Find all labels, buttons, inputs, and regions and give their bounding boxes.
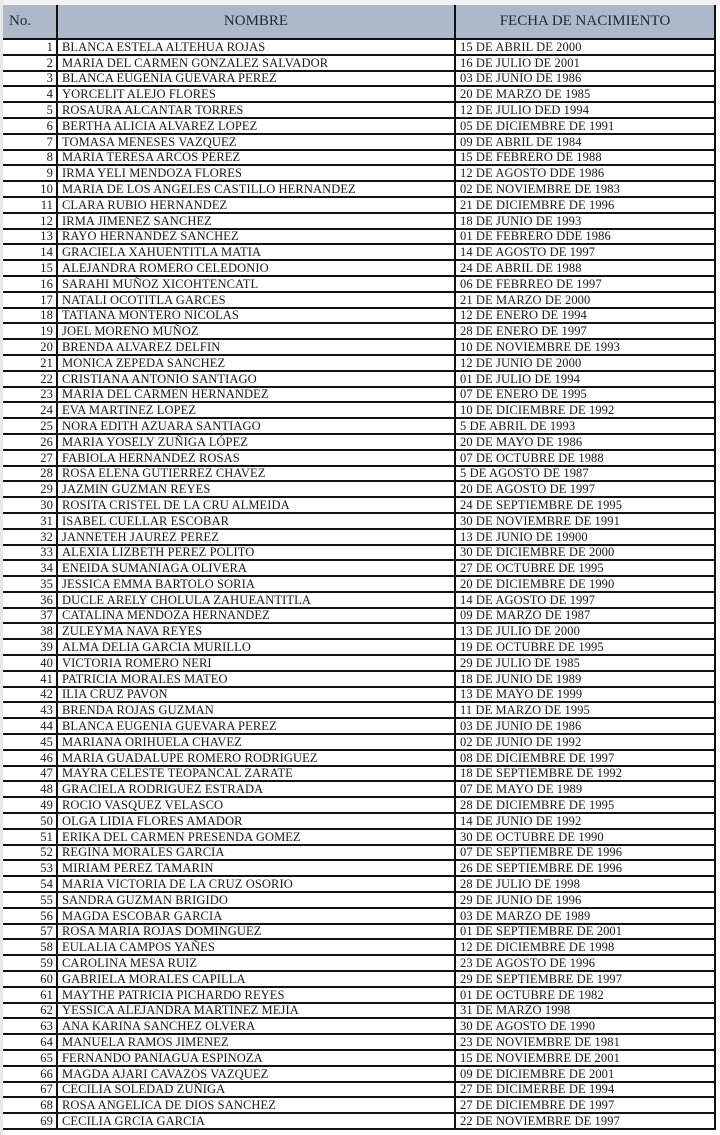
column-header-nombre[interactable]: NOMBRE — [57, 5, 455, 39]
row-fecha-cell[interactable]: 12 DE ENERO DE 1994 — [455, 308, 715, 324]
row-nombre-cell[interactable]: ROSITA CRISTEL DE LA CRU ALMEIDA — [57, 497, 455, 513]
row-fecha-cell[interactable]: 15 DE NOVIEMBRE DE 2001 — [455, 1050, 715, 1066]
row-fecha-cell[interactable]: 13 DE JUNIO DE 19900 — [455, 529, 715, 545]
row-fecha-cell[interactable]: 27 DE DICIEMBRE DE 1997 — [455, 1097, 715, 1113]
row-number-cell[interactable]: 36 — [3, 592, 57, 608]
table-row — [3, 1003, 715, 1019]
row-number-cell[interactable]: 5 — [3, 102, 57, 118]
row-number-cell[interactable]: 64 — [3, 1034, 57, 1050]
row-fecha-cell[interactable]: 19 DE OCTUBRE DE 1995 — [455, 639, 715, 655]
row-fecha-cell[interactable]: 13 DE JULIO DE 2000 — [455, 623, 715, 639]
row-fecha-cell[interactable]: 14 DE AGOSTO DE 1997 — [455, 244, 715, 260]
row-number-cell[interactable]: 50 — [3, 813, 57, 829]
table-row — [3, 797, 715, 813]
table-row — [3, 1066, 715, 1082]
column-header-no[interactable]: No. — [3, 5, 57, 39]
row-number-cell[interactable]: 23 — [3, 387, 57, 403]
row-nombre-cell[interactable]: GRACIELA RODRIGUEZ ESTRADA — [57, 781, 455, 797]
row-number-cell[interactable]: 18 — [3, 308, 57, 324]
row-number-cell[interactable]: 9 — [3, 165, 57, 181]
row-number-cell[interactable]: 56 — [3, 908, 57, 924]
row-number-cell[interactable]: 14 — [3, 244, 57, 260]
row-number-cell[interactable]: 11 — [3, 197, 57, 213]
row-nombre-cell[interactable]: JAZMIN GUZMAN REYES — [57, 481, 455, 497]
row-number-cell[interactable]: 38 — [3, 623, 57, 639]
header-row — [3, 5, 715, 39]
row-nombre-cell[interactable]: ILIA CRUZ PAVON — [57, 687, 455, 703]
roster-table — [3, 5, 716, 1130]
row-number-cell[interactable]: 51 — [3, 829, 57, 845]
row-fecha-cell[interactable]: 18 DE SEPTIEMBRE DE 1992 — [455, 766, 715, 782]
row-nombre-cell[interactable]: BRENDA ROJAS GUZMAN — [57, 702, 455, 718]
table-row — [3, 402, 715, 418]
row-number-cell[interactable]: 41 — [3, 671, 57, 687]
row-number-cell[interactable]: 21 — [3, 355, 57, 371]
table-row — [3, 702, 715, 718]
row-fecha-cell[interactable]: 03 DE JUNIO DE 1986 — [455, 71, 715, 87]
row-fecha-cell[interactable]: 07 DE ENERO DE 1995 — [455, 387, 715, 403]
table-row — [3, 829, 715, 845]
table-row — [3, 308, 715, 324]
table-row — [3, 671, 715, 687]
row-number-cell[interactable]: 22 — [3, 371, 57, 387]
row-nombre-cell[interactable]: FERNANDO PANIAGUA ESPINOZA — [57, 1050, 455, 1066]
row-nombre-cell[interactable]: ALEJANDRA ROMERO CELEDONIO — [57, 260, 455, 276]
table-row — [3, 466, 715, 482]
row-number-cell[interactable]: 42 — [3, 687, 57, 703]
table-row — [3, 813, 715, 829]
row-nombre-cell[interactable]: CATALINA MENDOZA HERNANDEZ — [57, 608, 455, 624]
table-row — [3, 229, 715, 245]
row-number-cell[interactable]: 48 — [3, 781, 57, 797]
row-fecha-cell[interactable]: 06 DE FEBRREO DE 1997 — [455, 276, 715, 292]
row-number-cell[interactable]: 28 — [3, 466, 57, 482]
row-fecha-cell[interactable]: 09 DE DICIEMBRE DE 2001 — [455, 1066, 715, 1082]
row-fecha-cell[interactable]: 01 DE SEPTIEMBRE DE 2001 — [455, 924, 715, 940]
row-fecha-cell[interactable]: 21 DE MARZO DE 2000 — [455, 292, 715, 308]
row-nombre-cell[interactable]: CLARA RUBIO HERNANDEZ — [57, 197, 455, 213]
row-fecha-cell[interactable]: 08 DE DICIEMBRE DE 1997 — [455, 750, 715, 766]
row-nombre-cell[interactable]: MARIA GUADALUPE ROMERO RODRIGUEZ — [57, 750, 455, 766]
row-fecha-cell[interactable]: 24 DE ABRIL DE 1988 — [455, 260, 715, 276]
table-row — [3, 1050, 715, 1066]
row-number-cell[interactable]: 13 — [3, 229, 57, 245]
table-row — [3, 592, 715, 608]
row-number-cell[interactable]: 33 — [3, 545, 57, 561]
row-nombre-cell[interactable]: CRISTIANA ANTONIO SANTIAGO — [57, 371, 455, 387]
row-nombre-cell[interactable]: CECILIA SOLEDAD ZUÑIGA — [57, 1082, 455, 1098]
row-nombre-cell[interactable]: BLANCA ESTELA ALTEHUA ROJAS — [57, 39, 455, 55]
table-row — [3, 1018, 715, 1034]
row-fecha-cell[interactable]: 18 DE JUNIO DE 1993 — [455, 213, 715, 229]
row-number-cell[interactable]: 34 — [3, 560, 57, 576]
row-fecha-cell[interactable]: 10 DE NOVIEMBRE DE 1993 — [455, 339, 715, 355]
row-number-cell[interactable]: 4 — [3, 86, 57, 102]
row-number-cell[interactable]: 30 — [3, 497, 57, 513]
row-number-cell[interactable]: 67 — [3, 1082, 57, 1098]
row-nombre-cell[interactable]: MAYRA CELESTE TEOPANCAL ZARATE — [57, 766, 455, 782]
row-fecha-cell[interactable]: 13 DE MAYO DE 1999 — [455, 687, 715, 703]
row-fecha-cell[interactable]: 01 DE FEBRERO DDE 1986 — [455, 229, 715, 245]
row-fecha-cell[interactable]: 01 DE OCTUBRE DE 1982 — [455, 987, 715, 1003]
table-row — [3, 639, 715, 655]
row-nombre-cell[interactable]: ROSAURA ALCANTAR TORRES — [57, 102, 455, 118]
row-fecha-cell[interactable]: 07 DE OCTUBRE DE 1988 — [455, 450, 715, 466]
row-number-cell[interactable]: 26 — [3, 434, 57, 450]
table-row — [3, 560, 715, 576]
row-number-cell[interactable]: 57 — [3, 924, 57, 940]
table-row — [3, 481, 715, 497]
row-fecha-cell[interactable]: 12 DE DICIEMBRE DE 1998 — [455, 939, 715, 955]
row-nombre-cell[interactable]: MARIA TERESA ARCOS PEREZ — [57, 150, 455, 166]
row-nombre-cell[interactable]: ZULEYMA NAVA REYES — [57, 623, 455, 639]
row-number-cell[interactable]: 44 — [3, 718, 57, 734]
table-row — [3, 276, 715, 292]
row-number-cell[interactable]: 47 — [3, 766, 57, 782]
table-row — [3, 892, 715, 908]
row-nombre-cell[interactable]: ROSA MARIA ROJAS DOMINGUEZ — [57, 924, 455, 940]
table-row — [3, 150, 715, 166]
row-nombre-cell[interactable]: NORA EDITH AZUARA SANTIAGO — [57, 418, 455, 434]
row-number-cell[interactable]: 45 — [3, 734, 57, 750]
table-row — [3, 734, 715, 750]
row-nombre-cell[interactable]: ROSA ANGELICA DE DIOS SANCHEZ — [57, 1097, 455, 1113]
row-number-cell[interactable]: 43 — [3, 702, 57, 718]
table-row — [3, 971, 715, 987]
table-row — [3, 371, 715, 387]
row-fecha-cell[interactable]: 5 DE AGOSTO DE 1987 — [455, 466, 715, 482]
row-number-cell[interactable]: 29 — [3, 481, 57, 497]
row-fecha-cell[interactable]: 09 DE ABRIL DE 1984 — [455, 134, 715, 150]
row-nombre-cell[interactable]: GABRIELA MORALES CAPILLA — [57, 971, 455, 987]
row-nombre-cell[interactable]: TATIANA MONTERO NICOLAS — [57, 308, 455, 324]
row-number-cell[interactable]: 35 — [3, 576, 57, 592]
row-fecha-cell[interactable]: 28 DE ENERO DE 1997 — [455, 323, 715, 339]
table-row — [3, 608, 715, 624]
row-fecha-cell[interactable]: 03 DE JUNIO DE 1986 — [455, 718, 715, 734]
row-nombre-cell[interactable]: CAROLINA MESA RUIZ — [57, 955, 455, 971]
row-nombre-cell[interactable]: IRMA JIMENEZ SANCHEZ — [57, 213, 455, 229]
row-fecha-cell[interactable]: 31 DE MARZO 1998 — [455, 1003, 715, 1019]
row-nombre-cell[interactable]: EVA MARTINEZ LOPEZ — [57, 402, 455, 418]
row-fecha-cell[interactable]: 28 DE JULIO DE 1998 — [455, 876, 715, 892]
row-nombre-cell[interactable]: MAGDA AJARI CAVAZOS VAZQUEZ — [57, 1066, 455, 1082]
row-number-cell[interactable]: 8 — [3, 150, 57, 166]
table-row — [3, 876, 715, 892]
row-number-cell[interactable]: 66 — [3, 1066, 57, 1082]
row-number-cell[interactable]: 19 — [3, 323, 57, 339]
row-nombre-cell[interactable]: MARIANA ORIHUELA CHAVEZ — [57, 734, 455, 750]
row-nombre-cell[interactable]: YESSICA ALEJANDRA MARTINEZ MEJIA — [57, 1003, 455, 1019]
row-number-cell[interactable]: 69 — [3, 1113, 57, 1129]
row-number-cell[interactable]: 24 — [3, 402, 57, 418]
row-fecha-cell[interactable]: 29 DE JULIO DE 1985 — [455, 655, 715, 671]
table-row — [3, 39, 715, 55]
table-row — [3, 450, 715, 466]
row-fecha-cell[interactable]: 02 DE JUNIO DE 1992 — [455, 734, 715, 750]
row-number-cell[interactable]: 25 — [3, 418, 57, 434]
row-nombre-cell[interactable]: MONICA ZEPEDA SANCHEZ — [57, 355, 455, 371]
row-number-cell[interactable]: 32 — [3, 529, 57, 545]
row-number-cell[interactable]: 2 — [3, 55, 57, 71]
table-row — [3, 1113, 715, 1129]
row-nombre-cell[interactable]: VICTORIA ROMERO NERI — [57, 655, 455, 671]
row-nombre-cell[interactable]: NATALI OCOTITLA GARCES — [57, 292, 455, 308]
row-nombre-cell[interactable]: BLANCA EUGENIA GUEVARA PEREZ — [57, 718, 455, 734]
row-number-cell[interactable]: 17 — [3, 292, 57, 308]
column-header-fecha[interactable]: FECHA DE NACIMIENTO — [455, 5, 715, 39]
table-row — [3, 181, 715, 197]
row-fecha-cell[interactable]: 28 DE DICIEMBRE DE 1995 — [455, 797, 715, 813]
table-row — [3, 244, 715, 260]
row-nombre-cell[interactable]: ROCIO VASQUEZ VELASCO — [57, 797, 455, 813]
table-row — [3, 939, 715, 955]
row-fecha-cell[interactable]: 23 DE AGOSTO DE 1996 — [455, 955, 715, 971]
table-row — [3, 197, 715, 213]
row-fecha-cell[interactable]: 15 DE FEBRERO DE 1988 — [455, 150, 715, 166]
table-row — [3, 687, 715, 703]
row-number-cell[interactable]: 60 — [3, 971, 57, 987]
row-nombre-cell[interactable]: BLANCA EUGENIA GUEVARA PEREZ — [57, 71, 455, 87]
table-row — [3, 102, 715, 118]
table-row — [3, 292, 715, 308]
row-nombre-cell[interactable]: MARIA DEL CARMEN GONZALEZ SALVADOR — [57, 55, 455, 71]
row-nombre-cell[interactable]: BRENDA ALVAREZ DELFIN — [57, 339, 455, 355]
row-fecha-cell[interactable]: 23 DE NOVIEMBRE DE 1981 — [455, 1034, 715, 1050]
row-fecha-cell[interactable]: 12 DE AGOSTO DDE 1986 — [455, 165, 715, 181]
row-nombre-cell[interactable]: RAYO HERNANDEZ SANCHEZ — [57, 229, 455, 245]
table-row — [3, 323, 715, 339]
table-row — [3, 513, 715, 529]
row-fecha-cell[interactable]: 29 DE SEPTIEMBRE DE 1997 — [455, 971, 715, 987]
row-nombre-cell[interactable]: ISABEL CUELLAR ESCOBAR — [57, 513, 455, 529]
row-nombre-cell[interactable]: JOEL MORENO MUÑOZ — [57, 323, 455, 339]
row-number-cell[interactable]: 68 — [3, 1097, 57, 1113]
table-row — [3, 497, 715, 513]
row-fecha-cell[interactable]: 27 DE OCTUBRE DE 1995 — [455, 560, 715, 576]
row-nombre-cell[interactable]: OLGA LIDIA FLORES AMADOR — [57, 813, 455, 829]
row-number-cell[interactable]: 62 — [3, 1003, 57, 1019]
row-nombre-cell[interactable]: ALEXIA LIZBETH PEREZ POLITO — [57, 545, 455, 561]
row-fecha-cell[interactable]: 21 DE DICIEMBRE DE 1996 — [455, 197, 715, 213]
row-fecha-cell[interactable]: 11 DE MARZO DE 1995 — [455, 702, 715, 718]
row-nombre-cell[interactable]: ENEIDA SUMANIAGA OLIVERA — [57, 560, 455, 576]
row-nombre-cell[interactable]: MANUELA RAMOS JIMENEZ — [57, 1034, 455, 1050]
table-row — [3, 545, 715, 561]
row-fecha-cell[interactable]: 12 DE JULIO DED 1994 — [455, 102, 715, 118]
row-fecha-cell[interactable]: 15 DE ABRIL DE 2000 — [455, 39, 715, 55]
row-nombre-cell[interactable]: DUCLE ARELY CHOLULA ZAHUEANTITLA — [57, 592, 455, 608]
table-row — [3, 908, 715, 924]
row-nombre-cell[interactable]: MAYTHE PATRICIA PICHARDO REYES — [57, 987, 455, 1003]
table-row — [3, 718, 715, 734]
row-number-cell[interactable]: 37 — [3, 608, 57, 624]
row-nombre-cell[interactable]: EULALIA CAMPOS YAÑES — [57, 939, 455, 955]
table-row — [3, 924, 715, 940]
row-number-cell[interactable]: 20 — [3, 339, 57, 355]
row-fecha-cell[interactable]: 5 DE ABRIL DE 1993 — [455, 418, 715, 434]
table-row — [3, 434, 715, 450]
row-number-cell[interactable]: 10 — [3, 181, 57, 197]
row-number-cell[interactable]: 58 — [3, 939, 57, 955]
table-row — [3, 387, 715, 403]
row-nombre-cell[interactable]: MAGDA ESCOBAR GARCIA — [57, 908, 455, 924]
row-fecha-cell[interactable]: 07 DE MAYO DE 1989 — [455, 781, 715, 797]
row-number-cell[interactable]: 53 — [3, 860, 57, 876]
row-number-cell[interactable]: 1 — [3, 39, 57, 55]
row-nombre-cell[interactable]: MARIA YOSELY ZUÑIGA LÓPEZ — [57, 434, 455, 450]
row-fecha-cell[interactable]: 30 DE OCTUBRE DE 1990 — [455, 829, 715, 845]
table-row — [3, 134, 715, 150]
row-nombre-cell[interactable]: BERTHA ALICIA ALVAREZ LOPEZ — [57, 118, 455, 134]
row-fecha-cell[interactable]: 02 DE NOVIEMBRE DE 1983 — [455, 181, 715, 197]
table-row — [3, 355, 715, 371]
row-fecha-cell[interactable]: 12 DE JUNIO DE 2000 — [455, 355, 715, 371]
row-fecha-cell[interactable]: 14 DE JUNIO DE 1992 — [455, 813, 715, 829]
table-row — [3, 750, 715, 766]
row-fecha-cell[interactable]: 20 DE AGOSTO DE 1997 — [455, 481, 715, 497]
row-number-cell[interactable]: 31 — [3, 513, 57, 529]
row-number-cell[interactable]: 54 — [3, 876, 57, 892]
row-nombre-cell[interactable]: JESSICA EMMA BARTOLO SORIA — [57, 576, 455, 592]
row-fecha-cell[interactable]: 20 DE MAYO DE 1986 — [455, 434, 715, 450]
row-fecha-cell[interactable]: 30 DE NOVIEMBRE DE 1991 — [455, 513, 715, 529]
row-fecha-cell[interactable]: 29 DE JUNIO DE 1996 — [455, 892, 715, 908]
row-fecha-cell[interactable]: 24 DE SEPTIEMBRE DE 1995 — [455, 497, 715, 513]
row-nombre-cell[interactable]: SANDRA GUZMAN BRIGIDO — [57, 892, 455, 908]
row-number-cell[interactable]: 27 — [3, 450, 57, 466]
table-row — [3, 55, 715, 71]
row-number-cell[interactable]: 65 — [3, 1050, 57, 1066]
row-number-cell[interactable]: 7 — [3, 134, 57, 150]
table-row — [3, 576, 715, 592]
row-number-cell[interactable]: 12 — [3, 213, 57, 229]
table-row — [3, 1097, 715, 1113]
table-row — [3, 623, 715, 639]
row-nombre-cell[interactable]: ERIKA DEL CARMEN PRESENDA GOMEZ — [57, 829, 455, 845]
row-number-cell[interactable]: 15 — [3, 260, 57, 276]
row-nombre-cell[interactable]: GRACIELA XAHUENTITLA MATIA — [57, 244, 455, 260]
row-number-cell[interactable]: 46 — [3, 750, 57, 766]
row-nombre-cell[interactable]: FABIOLA HERNANDEZ ROSAS — [57, 450, 455, 466]
row-fecha-cell[interactable]: 09 DE MARZO DE 1987 — [455, 608, 715, 624]
row-number-cell[interactable]: 3 — [3, 71, 57, 87]
row-nombre-cell[interactable]: ALMA DELIA GARCIA MURILLO — [57, 639, 455, 655]
row-nombre-cell[interactable]: MARIA VICTORIA DE LA CRUZ OSORIO — [57, 876, 455, 892]
table-row — [3, 655, 715, 671]
row-nombre-cell[interactable]: REGINA MORALES GARCIA — [57, 845, 455, 861]
row-number-cell[interactable]: 55 — [3, 892, 57, 908]
row-fecha-cell[interactable]: 26 DE SEPTIEMBRE DE 1996 — [455, 860, 715, 876]
row-fecha-cell[interactable]: 05 DE DICIEMBRE DE 1991 — [455, 118, 715, 134]
row-fecha-cell[interactable]: 20 DE DICIEMBRE DE 1990 — [455, 576, 715, 592]
row-fecha-cell[interactable]: 27 DE DICIMERBE DE 1994 — [455, 1082, 715, 1098]
table-row — [3, 955, 715, 971]
table-row — [3, 339, 715, 355]
row-number-cell[interactable]: 61 — [3, 987, 57, 1003]
table-row — [3, 766, 715, 782]
row-nombre-cell[interactable]: MARIA DE LOS ANGELES CASTILLO HERNANDEZ — [57, 181, 455, 197]
row-fecha-cell[interactable]: 14 DE AGOSTO DE 1997 — [455, 592, 715, 608]
table-row — [3, 118, 715, 134]
row-nombre-cell[interactable]: MIRIAM PEREZ TAMARIN — [57, 860, 455, 876]
row-fecha-cell[interactable]: 22 DE NOVIEMBRE DE 1997 — [455, 1113, 715, 1129]
row-fecha-cell[interactable]: 16 DE JULIO DE 2001 — [455, 55, 715, 71]
table-row — [3, 260, 715, 276]
row-nombre-cell[interactable]: SARAHI MUÑOZ XICOHTENCATL — [57, 276, 455, 292]
row-nombre-cell[interactable]: CECILIA GRCIA GARCIA — [57, 1113, 455, 1129]
row-nombre-cell[interactable]: PATRICIA MORALES MATEO — [57, 671, 455, 687]
table-row — [3, 71, 715, 87]
table-row — [3, 529, 715, 545]
row-nombre-cell[interactable]: ROSA ELENA GUTIERREZ CHAVEZ — [57, 466, 455, 482]
row-number-cell[interactable]: 40 — [3, 655, 57, 671]
table-row — [3, 845, 715, 861]
table-body — [3, 39, 715, 1129]
row-number-cell[interactable]: 39 — [3, 639, 57, 655]
table-row — [3, 165, 715, 181]
table-row — [3, 86, 715, 102]
row-fecha-cell[interactable]: 30 DE AGOSTO DE 1990 — [455, 1018, 715, 1034]
table-row — [3, 1082, 715, 1098]
row-nombre-cell[interactable]: JANNETEH JAUREZ PEREZ — [57, 529, 455, 545]
row-fecha-cell[interactable]: 03 DE MARZO DE 1989 — [455, 908, 715, 924]
row-fecha-cell[interactable]: 07 DE SEPTIEMBRE DE 1996 — [455, 845, 715, 861]
table-row — [3, 418, 715, 434]
row-number-cell[interactable]: 52 — [3, 845, 57, 861]
table-row — [3, 1034, 715, 1050]
row-fecha-cell[interactable]: 30 DE DICIEMBRE DE 2000 — [455, 545, 715, 561]
row-nombre-cell[interactable]: MARIA DEL CARMEN HERNANDEZ — [57, 387, 455, 403]
row-fecha-cell[interactable]: 10 DE DICIEMBRE DE 1992 — [455, 402, 715, 418]
row-number-cell[interactable]: 59 — [3, 955, 57, 971]
table-row — [3, 781, 715, 797]
table-row — [3, 987, 715, 1003]
row-nombre-cell[interactable]: TOMASA MENESES VAZQUEZ — [57, 134, 455, 150]
table-row — [3, 213, 715, 229]
row-fecha-cell[interactable]: 20 DE MARZO DE 1985 — [455, 86, 715, 102]
table-row — [3, 860, 715, 876]
row-fecha-cell[interactable]: 01 DE JULIO DE 1994 — [455, 371, 715, 387]
row-nombre-cell[interactable]: ANA KARINA SANCHEZ OLVERA — [57, 1018, 455, 1034]
row-nombre-cell[interactable]: IRMA YELI MENDOZA FLORES — [57, 165, 455, 181]
row-fecha-cell[interactable]: 18 DE JUNIO DE 1989 — [455, 671, 715, 687]
row-number-cell[interactable]: 63 — [3, 1018, 57, 1034]
row-nombre-cell[interactable]: YORCELIT ALEJO FLORES — [57, 86, 455, 102]
row-number-cell[interactable]: 49 — [3, 797, 57, 813]
row-number-cell[interactable]: 6 — [3, 118, 57, 134]
row-number-cell[interactable]: 16 — [3, 276, 57, 292]
